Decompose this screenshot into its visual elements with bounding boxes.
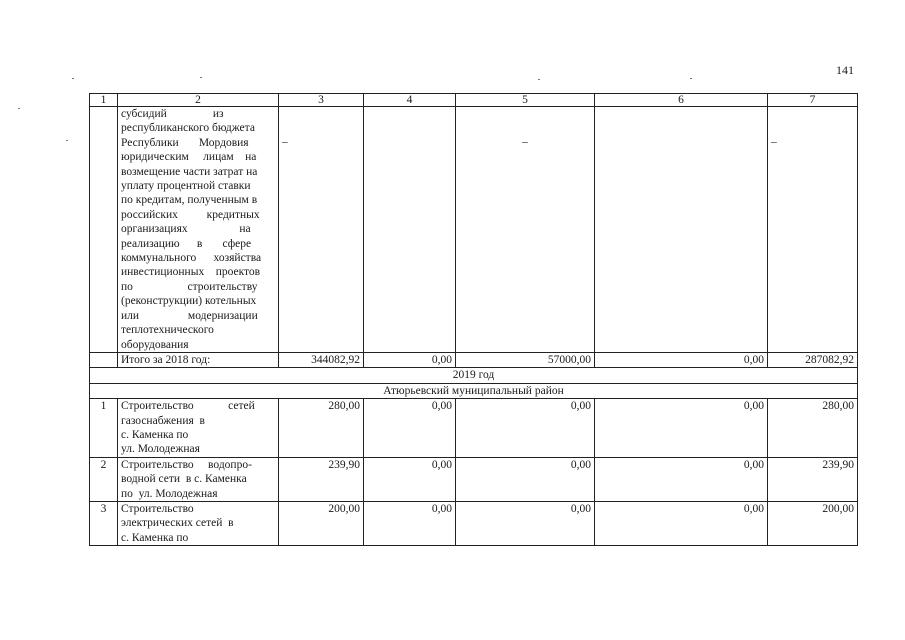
budget-table: [89, 93, 858, 546]
description-line: водной сети в с. Каменка: [121, 473, 247, 486]
description-line: Республики Мордовия: [121, 136, 249, 149]
description-line: или модернизации: [121, 309, 258, 322]
row-number: 3: [90, 501, 118, 545]
district-header: Атюрьевский муниципальный район: [90, 383, 858, 398]
description-line: по строительству: [121, 280, 258, 293]
description-line: теплотехнического: [121, 324, 214, 337]
scan-speck: [18, 108, 20, 109]
value-cell: 0,00: [456, 457, 595, 501]
description-line: с. Каменка по: [121, 531, 189, 544]
header-cell: 1: [90, 94, 118, 107]
value-cell: [364, 107, 456, 353]
description-line: возмещение части затрат на: [121, 165, 258, 178]
total-value: 0,00: [364, 352, 456, 367]
description-line: инвестиционных проектов: [121, 266, 261, 279]
year-header-row: [90, 368, 858, 383]
description-line: республиканского бюджета: [121, 122, 255, 135]
value-cell: 0,00: [456, 501, 595, 545]
value-cell: 239,90: [768, 457, 858, 501]
value-cell: 0,00: [595, 457, 768, 501]
dash-mark: –: [771, 136, 777, 148]
table-row: [90, 399, 858, 458]
description-line: ул. Молодежная: [121, 443, 200, 456]
value-cell: [456, 107, 595, 353]
value-cell: 239,90: [279, 457, 364, 501]
description-line: уплату процентной ставки: [121, 180, 251, 193]
row-number-cell: [90, 352, 118, 367]
page-number: 141: [836, 63, 854, 77]
header-row: [90, 94, 858, 107]
description-line: оборудования: [121, 338, 189, 351]
description-line: (реконструкции) котельных: [121, 295, 257, 308]
description-line: с. Каменка по: [121, 428, 189, 441]
total-row: [90, 352, 858, 367]
value-cell: 200,00: [768, 501, 858, 545]
description-line: субсидий из: [121, 108, 224, 120]
value-cell: 0,00: [595, 399, 768, 458]
dash-mark: –: [522, 136, 528, 148]
continuation-row: [90, 107, 858, 353]
total-label: Итого за 2018 год:: [118, 352, 279, 367]
value-cell: 0,00: [364, 501, 456, 545]
table-row: [90, 457, 858, 501]
description-cell: [118, 457, 279, 501]
total-value: 57000,00: [456, 352, 595, 367]
value-cell: [595, 107, 768, 353]
value-cell: [768, 107, 858, 353]
description-line: коммунального хозяйства: [121, 252, 262, 265]
scan-speck: [690, 78, 692, 79]
total-value: 0,00: [595, 352, 768, 367]
dash-mark: –: [282, 136, 288, 148]
description-line: по ул. Молодежная: [121, 487, 218, 500]
scan-speck: [72, 78, 74, 79]
header-cell: 7: [768, 94, 858, 107]
description-line: российских кредитных: [121, 208, 260, 221]
description-cell: [118, 107, 279, 353]
header-cell: 3: [279, 94, 364, 107]
description-line: реализацию в сфере: [121, 237, 252, 250]
total-value: 344082,92: [279, 352, 364, 367]
value-cell: 0,00: [364, 457, 456, 501]
description-line: газоснабжения в: [121, 414, 205, 427]
header-cell: 4: [364, 94, 456, 107]
header-cell: 2: [118, 94, 279, 107]
value-cell: 0,00: [595, 501, 768, 545]
district-header-row: [90, 383, 858, 398]
year-header: 2019 год: [90, 368, 858, 383]
description-line: Строительство: [121, 502, 194, 515]
total-value: 287082,92: [768, 352, 858, 367]
table-row: [90, 501, 858, 545]
row-number: 1: [90, 399, 118, 458]
row-number: 2: [90, 457, 118, 501]
row-number-cell: [90, 107, 118, 353]
description-cell: [118, 399, 279, 458]
description-cell: [118, 501, 279, 545]
value-cell: 0,00: [364, 399, 456, 458]
description-line: электрических сетей в: [121, 517, 234, 530]
scan-speck: [538, 79, 540, 80]
value-cell: [279, 107, 364, 353]
description-line: юридическим лицам на: [121, 151, 257, 164]
value-cell: 280,00: [279, 399, 364, 458]
scan-speck: [200, 77, 202, 78]
description-line: по кредитам, полученным в: [121, 194, 258, 207]
value-cell: 200,00: [279, 501, 364, 545]
description-line: Строительство водопро-: [121, 458, 252, 471]
value-cell: 0,00: [456, 399, 595, 458]
value-cell: 280,00: [768, 399, 858, 458]
scan-speck: [66, 140, 68, 141]
header-cell: 6: [595, 94, 768, 107]
description-line: организациях на: [121, 223, 251, 236]
header-cell: 5: [456, 94, 595, 107]
description-line: Строительство сетей: [121, 400, 255, 413]
